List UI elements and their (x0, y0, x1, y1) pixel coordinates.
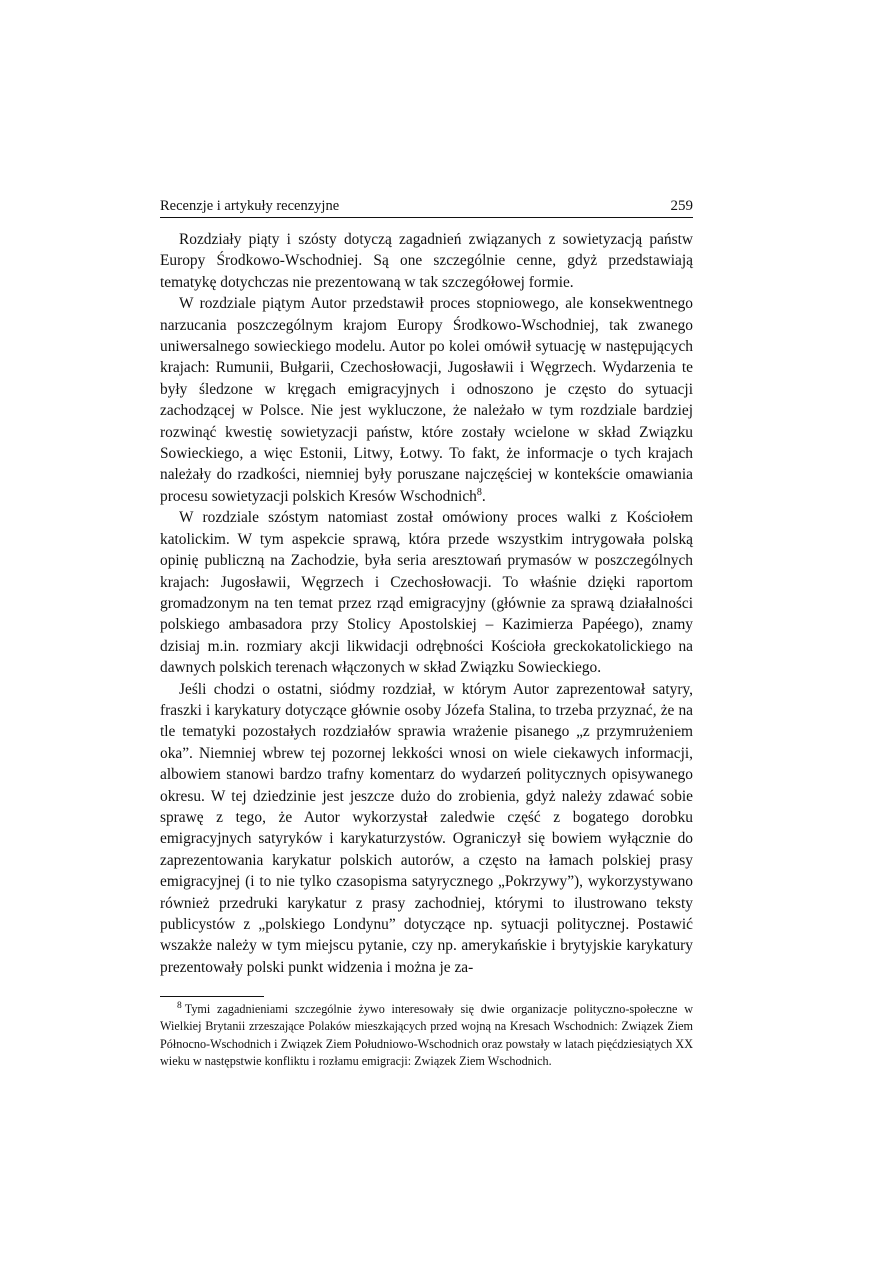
paragraph-4 (160, 679, 693, 979)
running-header (160, 197, 693, 218)
footnote-reference-8[interactable]: 8 (476, 486, 482, 498)
footnote-separator (160, 996, 264, 997)
footnote-8 (160, 1001, 693, 1070)
paragraph-1-text: Rozdziały piąty i szósty dotyczą zagadnień związanych z sowietyzacją państw Europy Środkowo-Wschodniej. Są one szczególnie cenne, gdyż przedstawiają tematykę dotychczas nie prezentowaną w tak szczegółowej formie. (160, 231, 693, 291)
paragraph-3 (160, 507, 693, 678)
paragraph-2-text: W rozdziale piątym Autor przedstawił proces stopniowego, ale konsekwentnego narzucania poszczególnym krajom Europy Środkowo-Wschodniej, tak zwanego uniwersalnego sowieckiego modelu. Autor po kolei omówił sytuację w następujących krajach: Rumunii, Bułgarii, Czechosłowacji, Jugosławii i Węgrzech. Wydarzenia te były śledzone w kręgach emigracyjnych i odnoszono je często do sytuacji zachodzącej w Polsce. Nie jest wykluczone, że należało w tym rozdziale bardziej rozwinąć kwestię sowietyzacji państw, które zostały wcielone w skład Związku Sowieckiego, a więc Estonii, Litwy, Łotwy. To fakt, że informacje o tych krajach należały do rzadkości, niemniej były poruszane najczęściej w kontekście omawiania procesu sowietyzacji polskich Kresów Wschodnich (160, 295, 693, 505)
paragraph-3-text: W rozdziale szóstym natomiast został omówiony proces walki z Kościołem katolickim. W tym aspekcie sprawą, która przede wszystkim intrygowała polską opinię publiczną na Zachodzie, była seria aresztowań prymasów w poszczególnych krajach: Jugosławii, Węgrzech i Czechosłowacji. To właśnie dzięki raportom gromadzonym na ten temat przez rząd emigracyjny (głównie za sprawą działalności polskiego ambasadora przy Stolicy Apostolskiej – Kazimierza Papéego), znamy dzisiaj m.in. rozmiary akcji likwidacji odrębności Kościoła greckokatolickiego na dawnych polskich terenach włączonych w skład Związku Sowieckiego. (160, 509, 693, 677)
footnote-mark: 8 (177, 1001, 182, 1012)
paragraph-1 (160, 229, 693, 293)
document-page (160, 197, 693, 1070)
section-title: Recenzje i artykuły recenzyjne (160, 198, 340, 214)
body-text (160, 229, 693, 978)
paragraph-4-text: Jeśli chodzi o ostatni, siódmy rozdział, w którym Autor zaprezentował satyry, fraszki i karykatury dotyczące głównie osoby Józefa Stalina, to trzeba przyznać, że na tle tematyki pozostałych rozdziałów sprawia wrażenie pisanego „z przymrużeniem oka”. Niemniej wbrew tej pozornej lekkości wnosi on wiele ciekawych informacji, albowiem stanowi bardzo trafny komentarz do wydarzeń politycznych opisywanego okresu. W tej dziedzinie jest jeszcze dużo do zrobienia, gdyż należy zdawać sobie sprawę z tego, że Autor wykorzystał zaledwie część z bogatego dorobku emigracyjnych satyryków i karykaturzystów. Ograniczył się bowiem wyłącznie do zaprezentowania karykatur polskich autorów, a często na łamach polskiej prasy emigracyjnej (i to nie tylko czasopisma satyrycznego „Pokrzywy”), wykorzystywano również przedruki karykatur z prasy zachodniej, którymi to ilustrowano teksty publicystów z „polskiego Londynu” dotyczące np. sytuacji politycznej. Postawić wszakże należy w tym miejscu pytanie, czy np. amerykańskie i brytyjskie karykatury prezentowały polski punkt widzenia i można je za- (160, 680, 693, 976)
paragraph-2 (160, 293, 693, 507)
paragraph-2-tail: . (481, 487, 486, 505)
footnote-text: Tymi zagadnieniami szczególnie żywo interesowały się dwie organizacje polityczno-społeczne w Wielkiej Brytanii zrzeszające Polaków mieszkających przed wojną na Kresach Wschodnich: Związek Ziem Północno-Wschodnich i Związek Ziem Południowo-Wschodnich oraz powstały w latach pięćdziesiątych XX wieku w następstwie konfliktu i rozłamu emigracji: Związek Ziem Wschodnich. (160, 1002, 693, 1068)
page-number: 259 (670, 198, 693, 214)
